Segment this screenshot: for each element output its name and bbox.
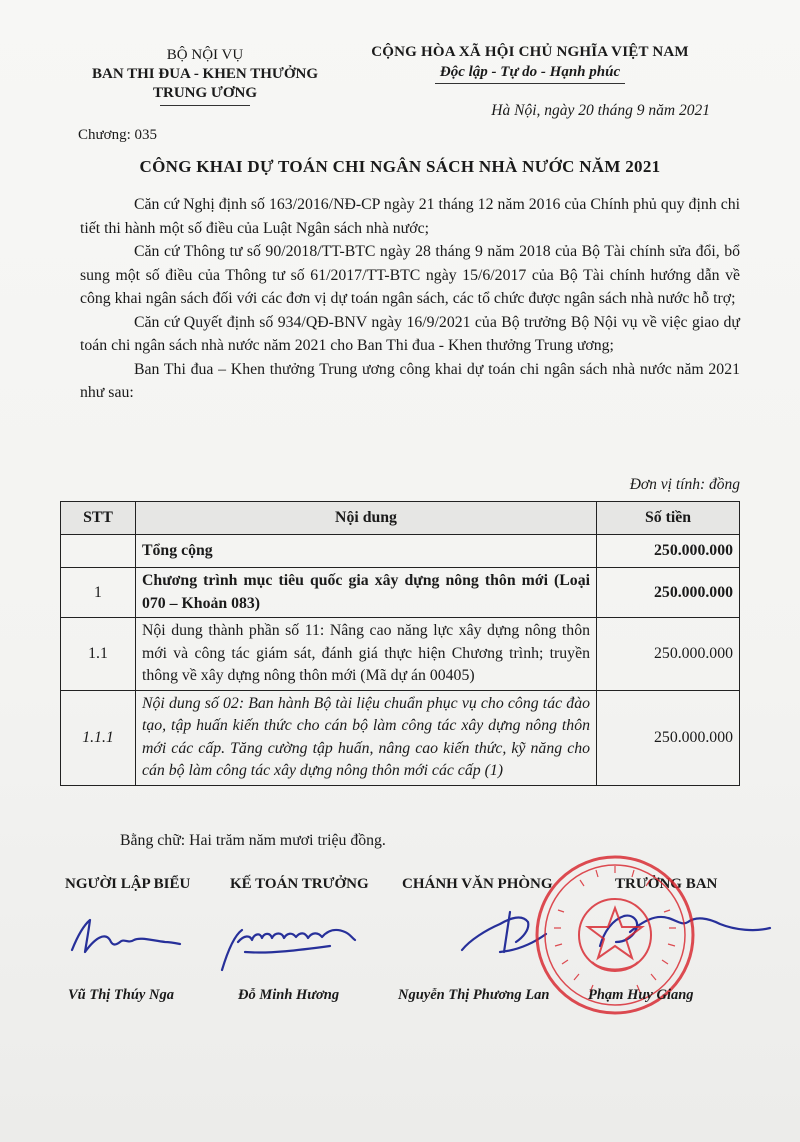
table-row bbox=[61, 568, 740, 618]
name-preparer: Vũ Thị Thúy Nga bbox=[68, 987, 174, 1003]
row-content: Nội dung thành phần số 11: Nâng cao năng lực xây dựng nông thôn mới và công tác giám sát, đánh giá thực hiện Chương trình; truyền thông về xây dựng nông thôn mới (Mã dự án 00405) bbox=[136, 618, 597, 691]
header-amount: Số tiền bbox=[597, 502, 740, 535]
document-body bbox=[80, 193, 740, 405]
title-preparer: NGƯỜI LẬP BIỂU bbox=[65, 876, 191, 892]
name-chief-accountant: Đỗ Minh Hương bbox=[238, 987, 340, 1003]
unit-label: Đơn vị tính: đồng bbox=[629, 476, 740, 493]
header-stt: STT bbox=[61, 502, 136, 535]
legal-basis-paragraph: Căn cứ Nghị định số 163/2016/NĐ-CP ngày 21 tháng 12 năm 2016 của Chính phủ quy định chi tiết thi hành một số điều của Luật Ngân sách nhà nước; bbox=[80, 196, 740, 237]
national-header bbox=[340, 42, 720, 84]
signature-preparer bbox=[72, 920, 180, 952]
legal-basis-paragraph: Căn cứ Quyết định số 934/QĐ-BNV ngày 16/9/2021 của Bộ trưởng Bộ Nội vụ về việc giao dự toán chi ngân sách nhà nước năm 2021 cho Ban Thi đua - Khen thưởng Trung ương; bbox=[80, 313, 740, 354]
table-row bbox=[61, 690, 740, 785]
row-stt: 1.1 bbox=[61, 618, 136, 691]
name-head: Phạm Huy Giang bbox=[588, 987, 694, 1003]
row-amount: 250.000.000 bbox=[597, 690, 740, 785]
table-row-total bbox=[61, 535, 740, 568]
header-content: Nội dung bbox=[136, 502, 597, 535]
issuer-header bbox=[70, 46, 340, 106]
row-amount: 250.000.000 bbox=[597, 568, 740, 618]
chapter-code: Chương: 035 bbox=[78, 127, 157, 143]
row-content: Nội dung số 02: Ban hành Bộ tài liệu chuẩn phục vụ cho công tác đào tạo, tập huấn kiến thức cho cán bộ làm công tác xây dựng nông thôn mới các cấp. Tăng cường tập huấn, nâng cao kiến thức, kỹ năng cho cán bộ làm công tác xây dựng nông thôn mới các cấp (1) bbox=[136, 690, 597, 785]
nation-name: CỘNG HÒA XÃ HỘI CHỦ NGHĨA VIỆT NAM bbox=[371, 44, 689, 60]
dateline: Hà Nội, ngày 20 tháng 9 năm 2021 bbox=[491, 102, 710, 119]
row-stt: 1 bbox=[61, 568, 136, 618]
announcement-paragraph: Ban Thi đua – Khen thưởng Trung ương công khai dự toán chi ngân sách nhà nước năm 2021 như sau: bbox=[80, 360, 740, 401]
row-amount: 250.000.000 bbox=[597, 535, 740, 568]
title-office-chief: CHÁNH VĂN PHÒNG bbox=[402, 876, 553, 892]
amount-in-words: Bằng chữ: Hai trăm năm mươi triệu đồng. bbox=[120, 832, 386, 849]
signature-chief-accountant bbox=[222, 930, 355, 970]
header-underline bbox=[160, 105, 250, 106]
national-motto: Độc lập - Tự do - Hạnh phúc bbox=[439, 64, 621, 80]
table-row bbox=[61, 618, 740, 691]
ministry-name: BỘ NỘI VỤ bbox=[166, 47, 244, 63]
title-head: TRƯỞNG BAN bbox=[615, 876, 718, 892]
row-stt bbox=[61, 535, 136, 568]
row-amount: 250.000.000 bbox=[597, 618, 740, 691]
row-content: Chương trình mục tiêu quốc gia xây dựng nông thôn mới (Loại 070 – Khoản 083) bbox=[136, 568, 597, 618]
agency-name-line2: TRUNG ƯƠNG bbox=[152, 85, 258, 101]
budget-table bbox=[60, 501, 740, 786]
legal-basis-paragraph: Căn cứ Thông tư số 90/2018/TT-BTC ngày 28 tháng 9 năm 2018 của Bộ Tài chính sửa đổi, bổ sung một số điều của Thông tư số 61/2017/TT-BTC ngày 15/6/2017 của Bộ Tài chính hướng dẫn về công khai ngân sách đối với các đơn vị dự toán ngân sách, các tổ chức được ngân sách nhà nước hỗ trợ; bbox=[80, 243, 740, 307]
title-chief-accountant: KẾ TOÁN TRƯỞNG bbox=[230, 876, 369, 892]
document-title: CÔNG KHAI DỰ TOÁN CHI NGÂN SÁCH NHÀ NƯỚC NĂM 2021 bbox=[139, 157, 661, 176]
row-content: Tổng cộng bbox=[136, 535, 597, 568]
name-office-chief: Nguyễn Thị Phương Lan bbox=[398, 987, 550, 1003]
table-header-row bbox=[61, 502, 740, 535]
row-stt: 1.1.1 bbox=[61, 690, 136, 785]
motto-underline bbox=[435, 83, 625, 84]
agency-name-line1: BAN THI ĐUA - KHEN THƯỞNG bbox=[91, 66, 318, 82]
